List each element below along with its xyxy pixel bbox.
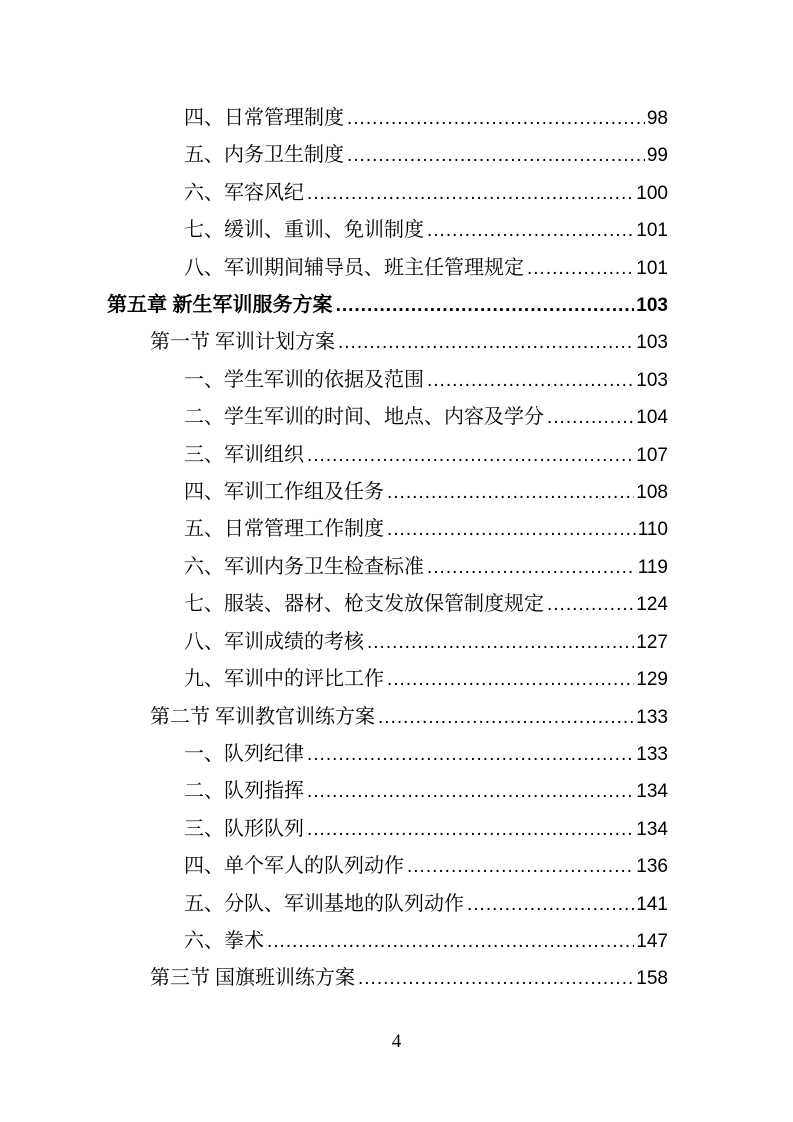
toc-entry-label: 二、队列指挥 xyxy=(184,780,304,803)
toc-entry-label: 八、军训期间辅导员、班主任管理规定 xyxy=(184,256,524,279)
toc-dot-leader xyxy=(407,848,634,885)
toc-entry-label: 二、学生军训的时间、地点、内容及学分 xyxy=(184,406,544,429)
toc-entry-page-number: 100 xyxy=(636,182,668,204)
toc-entry[interactable] xyxy=(107,811,668,848)
toc-entry[interactable] xyxy=(107,474,668,511)
toc-dot-leader xyxy=(347,100,645,137)
toc-entry-page-number: 133 xyxy=(636,743,668,765)
toc-entry-page-number: 101 xyxy=(636,220,668,242)
toc-entry[interactable] xyxy=(107,362,668,399)
toc-entry-label: 第三节 国旗班训练方案 xyxy=(150,967,355,990)
toc-entry-page-number: 103 xyxy=(636,369,668,391)
toc-entry-label: 四、日常管理制度 xyxy=(184,107,344,129)
toc-entry-page-number: 108 xyxy=(636,482,668,504)
table-of-contents xyxy=(107,100,668,998)
toc-entry-page-number: 134 xyxy=(636,781,668,803)
toc-entry[interactable] xyxy=(107,212,668,249)
toc-entry[interactable] xyxy=(107,661,668,698)
toc-dot-leader xyxy=(387,474,634,511)
toc-entry[interactable] xyxy=(107,586,668,623)
toc-entry[interactable] xyxy=(107,886,668,923)
toc-entry[interactable] xyxy=(107,324,668,361)
toc-dot-leader xyxy=(338,324,634,361)
toc-entry-page-number: 127 xyxy=(636,631,668,653)
toc-entry[interactable] xyxy=(107,137,668,174)
toc-dot-leader xyxy=(307,773,634,810)
toc-entry-page-number: 147 xyxy=(636,930,668,952)
toc-entry-page-number: 107 xyxy=(636,444,668,466)
toc-entry-label: 三、军训组织 xyxy=(184,443,304,466)
toc-dot-leader xyxy=(427,212,634,249)
toc-dot-leader xyxy=(427,362,634,399)
toc-dot-leader xyxy=(358,960,634,997)
toc-entry-page-number: 134 xyxy=(636,818,668,840)
toc-entry-label: 六、军容风纪 xyxy=(184,181,304,204)
toc-entry-page-number: 98 xyxy=(646,108,668,129)
toc-entry[interactable] xyxy=(107,287,668,324)
toc-entry[interactable] xyxy=(107,437,668,474)
toc-entry[interactable] xyxy=(107,923,668,960)
toc-entry[interactable] xyxy=(107,736,668,773)
toc-entry[interactable] xyxy=(107,399,668,436)
toc-dot-leader xyxy=(336,287,635,324)
toc-entry-label: 四、单个军人的队列动作 xyxy=(184,855,404,878)
toc-entry-page-number: 110 xyxy=(637,519,668,541)
toc-entry-page-number: 119 xyxy=(637,556,668,578)
toc-entry-page-number: 104 xyxy=(636,407,668,429)
toc-entry-page-number: 133 xyxy=(636,706,668,728)
toc-entry-page-number: 158 xyxy=(636,968,668,990)
toc-entry[interactable] xyxy=(107,250,668,287)
toc-entry[interactable] xyxy=(107,773,668,810)
toc-entry-label: 七、缓训、重训、免训制度 xyxy=(184,219,424,242)
toc-entry-page-number: 141 xyxy=(636,893,668,915)
toc-entry-label: 七、服装、器材、枪支发放保管制度规定 xyxy=(184,593,544,616)
toc-entry[interactable] xyxy=(107,960,668,997)
toc-entry[interactable] xyxy=(107,511,668,548)
toc-entry-label: 五、分队、军训基地的队列动作 xyxy=(184,892,464,915)
toc-dot-leader xyxy=(378,699,634,736)
toc-entry-page-number: 136 xyxy=(636,856,668,878)
toc-entry-label: 第一节 军训计划方案 xyxy=(150,331,335,354)
toc-entry-label: 一、队列纪律 xyxy=(184,742,304,765)
toc-entry[interactable] xyxy=(107,549,668,586)
toc-entry[interactable] xyxy=(107,100,668,137)
toc-entry[interactable] xyxy=(107,848,668,885)
toc-entry-label: 五、内务卫生制度 xyxy=(184,144,344,167)
toc-dot-leader xyxy=(527,250,634,287)
toc-entry-label: 三、队形队列 xyxy=(184,817,304,840)
toc-dot-leader xyxy=(547,399,634,436)
toc-entry-label: 四、军训工作组及任务 xyxy=(184,481,384,504)
toc-dot-leader xyxy=(307,437,634,474)
toc-dot-leader xyxy=(307,811,634,848)
toc-entry-page-number: 129 xyxy=(636,669,668,691)
toc-dot-leader xyxy=(427,549,636,586)
toc-entry[interactable] xyxy=(107,624,668,661)
toc-entry[interactable] xyxy=(107,175,668,212)
toc-entry[interactable] xyxy=(107,699,668,736)
toc-entry-page-number: 99 xyxy=(646,145,668,167)
toc-entry-label: 一、学生军训的依据及范围 xyxy=(184,368,424,391)
toc-entry-page-number: 101 xyxy=(636,257,668,279)
toc-dot-leader xyxy=(367,624,634,661)
toc-dot-leader xyxy=(307,175,634,212)
toc-entry-label: 第五章 新生军训服务方案 xyxy=(107,294,333,317)
footer-page-number: 4 xyxy=(391,1031,402,1052)
toc-entry-label: 六、军训内务卫生检查标准 xyxy=(184,555,424,578)
toc-entry-page-number: 124 xyxy=(636,594,668,616)
toc-dot-leader xyxy=(547,586,634,623)
toc-entry-label: 八、军训成绩的考核 xyxy=(184,630,364,653)
toc-dot-leader xyxy=(467,886,634,923)
toc-dot-leader xyxy=(387,661,634,698)
toc-entry-label: 六、拳术 xyxy=(184,929,264,952)
toc-dot-leader xyxy=(307,736,634,773)
toc-entry-label: 第二节 军训教官训练方案 xyxy=(150,705,375,728)
toc-dot-leader xyxy=(387,511,636,548)
toc-entry-page-number: 103 xyxy=(636,295,668,317)
toc-dot-leader xyxy=(267,923,634,960)
toc-entry-label: 九、军训中的评比工作 xyxy=(184,668,384,691)
toc-dot-leader xyxy=(347,137,645,174)
toc-entry-page-number: 103 xyxy=(636,332,668,354)
toc-entry-label: 五、日常管理工作制度 xyxy=(184,518,384,541)
